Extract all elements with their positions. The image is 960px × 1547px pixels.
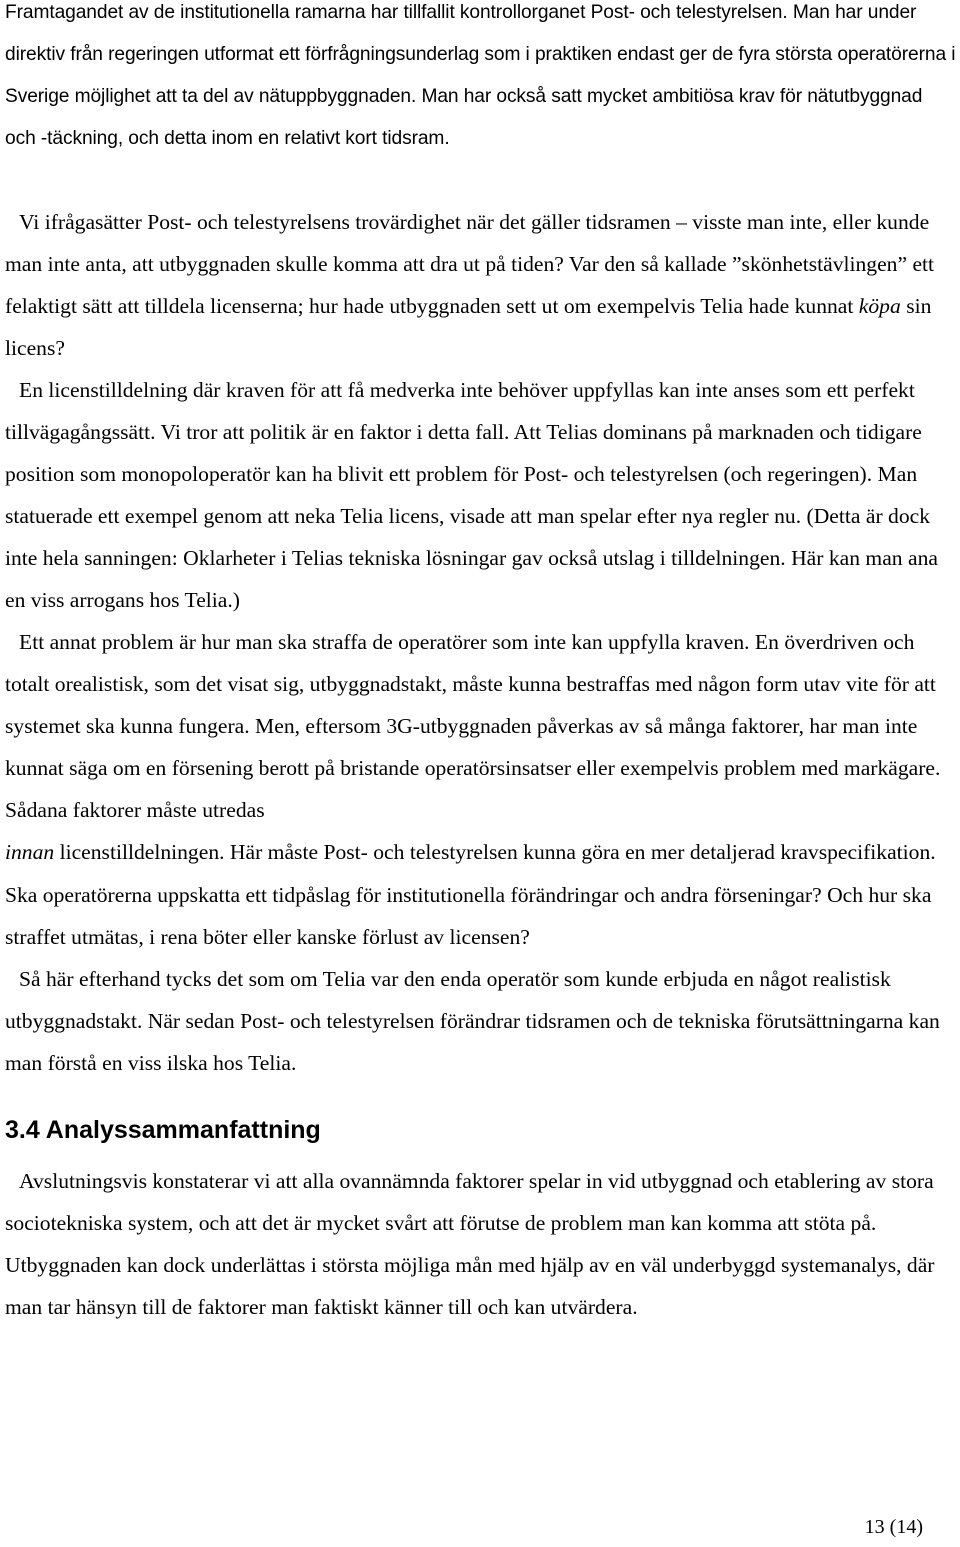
paragraph-penalties-text: Ett annat problem är hur man ska straffa de operatörer som inte kan uppfylla kraven. En överdriven och totalt orealistisk, som det visat sig, utbyggnadstakt, måste kunna bestraffas med någon form utav vite för att systemet ska kunna fungera. Men, eftersom 3G-utbyggnaden påverkas av så många faktorer, har man inte kunnat säga om en försening berott på bristande operatörsinsatser eller exempelvis problem med markägare. Sådana faktorer måste utredas: [5, 630, 941, 823]
emphasis-innan: innan: [5, 840, 55, 865]
paragraph-credibility-end: sin licens?: [5, 294, 932, 361]
paragraph-telia: Så här efterhand tycks det som om Telia var den enda operatör som kunde erbjuda en något realistisk utbyggnadstakt. När sedan Post- och telestyrelsen förändrar tidsramen och de tekniska förutsättningarna kan man förstå en viss ilska hos Telia.: [5, 967, 940, 1076]
emphasis-kopa: köpa: [858, 294, 901, 319]
paragraph-licensing: En licenstilldelning där kraven för att få medverka inte behöver uppfyllas kan inte anses som ett perfekt tillvägagångssätt. Vi tror att politik är en faktor i detta fall. Att Telias dominans på marknaden och tidigare position som monopoloperatör kan ha blivit ett problem för Post- och telestyrelsen (och regeringen). Man statuerade ett exempel genom att neka Telia licens, visade att man spelar efter nya regler nu. (Detta är dock inte hela sanningen: Oklarheter i Telias tekniska lösningar gav också utslag i tilldelningen. Här kan man ana en viss arrogans hos Telia.): [5, 378, 938, 613]
section-heading: 3.4 Analyssammanfattning: [5, 1116, 321, 1144]
paragraph-intro: Framtagandet av de institutionella ramarna har tillfallit kontrollorganet Post- och telestyrelsen. Man har under direktiv från regeringen utformat ett förfrågningsunderlag som i praktiken endast ger de fyra största operatörerna i Sverige möjlighet att ta del av nätuppbyggnaden. Man har också satt mycket ambitiösa krav för nätutbyggnad och -täckning, och detta inom en relativt kort tidsram.: [5, 2, 956, 149]
paragraph-penalties-end: licenstilldelningen. Här måste Post- och telestyrelsen kunna göra en mer detaljerad kravspecifikation. Ska operatörerna uppskatta ett tidpåslag för institutionella förändringar och andra förseningar? Och hur ska straffet utmätas, i rena böter eller kanske förlust av licensen?: [5, 840, 936, 949]
paragraph-credibility: [5, 201, 957, 369]
page-number: 13 (14): [864, 1516, 923, 1538]
paragraph-credibility-text: Vi ifrågasätter Post- och telestyrelsens trovärdighet när det gäller tidsramen – visste man inte, eller kunde man inte anta, att utbyggnaden skulle komma att dra ut på tiden? Var den så kallade ”skönhetstävlingen” ett felaktigt sätt att tilldela licenserna; hur hade utbyggnaden sett ut om exempelvis Telia hade kunnat: [5, 210, 935, 319]
paragraph-summary: Avslutningsvis konstaterar vi att alla ovannämnda faktorer spelar in vid utbyggnad och etablering av stora sociotekniska system, och att det är mycket svårt att förutse de problem man kan komma att stöta på. Utbyggnaden kan dock underlättas i största möjliga mån med hjälp av en väl underbyggd systemanalys, där man tar hänsyn till de faktorer man faktiskt känner till och kan utvärdera.: [5, 1169, 935, 1320]
paragraph-penalties: [5, 621, 957, 958]
